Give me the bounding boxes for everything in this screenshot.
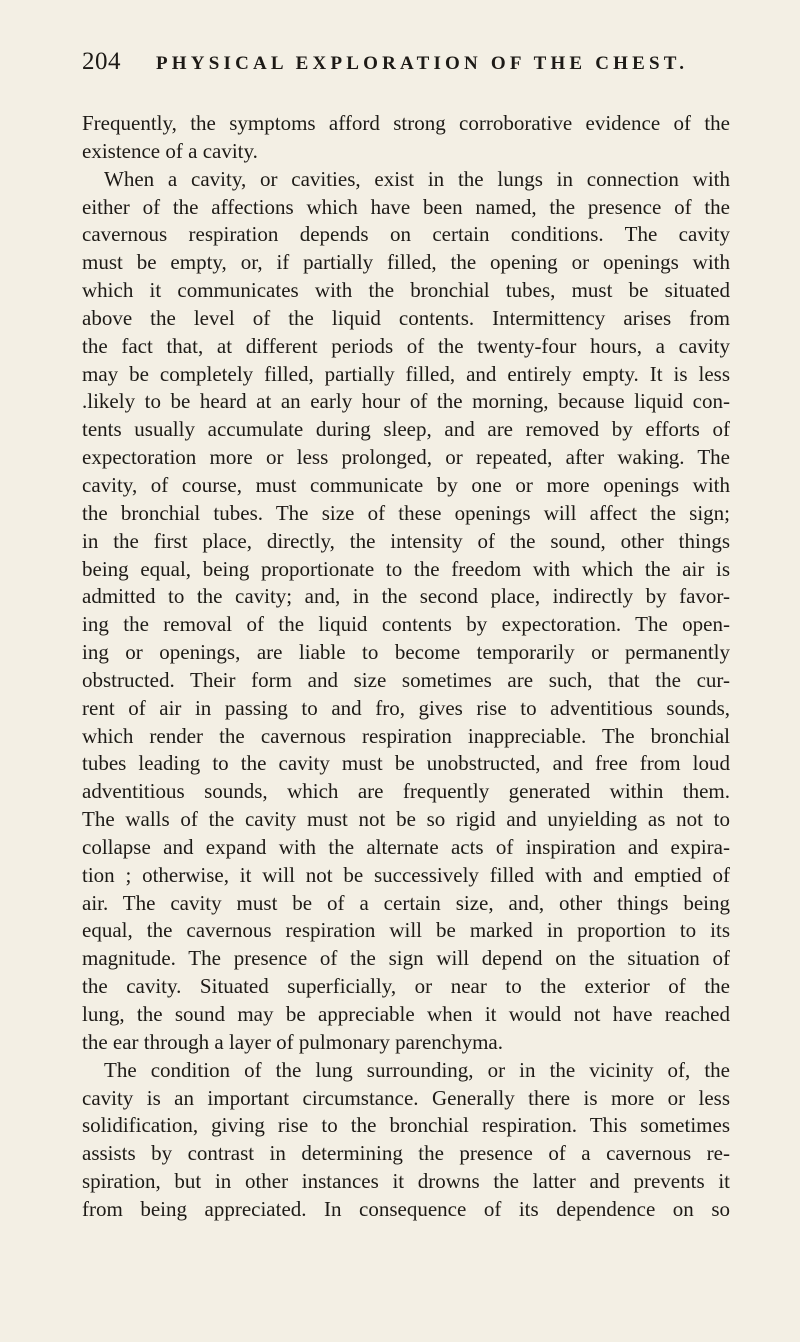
text-line: the fact that, at different periods of the twenty-four hours, a cavity xyxy=(82,333,730,358)
text-line: which it communicates with the bronchial tubes, must be situated xyxy=(82,278,730,303)
text-line: assists by contrast in determining the presence of a cavernous re- xyxy=(82,1141,730,1166)
text-line: the bronchial tubes. The size of these openings will affect the sign; xyxy=(82,500,730,525)
text-line: existence of a cavity. xyxy=(82,138,258,163)
text-line: Frequently, the symptoms afford strong corroborative evidence of the xyxy=(82,111,730,135)
text-line: may be completely filled, partially filled, and entirely empty. It is less xyxy=(82,361,730,386)
body-text xyxy=(82,110,730,1224)
text-line: lung, the sound may be appreciable when it would not have reached xyxy=(82,1002,730,1026)
text-line: tubes leading to the cavity must be unobstructed, and free from loud xyxy=(82,751,730,776)
text-line: adventitious sounds, which are frequently generated within them. xyxy=(82,779,730,804)
text-line: equal, the cavernous respiration will be marked in proportion to its xyxy=(82,918,730,943)
text-line: cavity, of course, must communicate by one or more openings with xyxy=(82,472,730,497)
text-line: from being appreciated. In consequence of its dependence on so xyxy=(82,1196,730,1221)
text-line: the cavity. Situated superficially, or near to the exterior of the xyxy=(82,974,730,999)
text-line: admitted to the cavity; and, in the second place, indirectly by favor- xyxy=(82,584,730,609)
text-line: magnitude. The presence of the sign will depend on the situation of xyxy=(82,946,730,971)
running-title: PHYSICAL EXPLORATION OF THE CHEST. xyxy=(156,53,689,74)
text-line: ing or openings, are liable to become temporarily or permanently xyxy=(82,640,730,665)
text-line: above the level of the liquid contents. Intermittency arises from xyxy=(82,305,730,330)
text-line: tion ; otherwise, it will not be successively filled with and emptied of xyxy=(82,862,730,887)
text-line: When a cavity, or cavities, exist in the lungs in connection with xyxy=(104,166,730,191)
text-line: The condition of the lung surrounding, or in the vicinity of, the xyxy=(104,1057,730,1082)
text-line: tents usually accumulate during sleep, and are removed by efforts of xyxy=(82,417,730,442)
text-line: The walls of the cavity must not be so rigid and unyielding as not to xyxy=(82,807,730,832)
text-line: air. The cavity must be of a certain size, and, other things being xyxy=(82,890,730,915)
text-line: expectoration more or less prolonged, or repeated, after waking. The xyxy=(82,445,730,470)
text-line: which render the cavernous respiration inappreciable. The bronchial xyxy=(82,723,730,748)
text-line: collapse and expand with the alternate acts of inspiration and expira- xyxy=(82,834,730,859)
text-line: being equal, being proportionate to the freedom with which the air is xyxy=(82,556,730,581)
running-head xyxy=(82,48,730,84)
text-line: must be empty, or, if partially filled, the opening or openings with xyxy=(82,250,730,275)
text-line: ing the removal of the liquid contents by expectoration. The open- xyxy=(82,612,730,637)
text-line: cavity is an important circumstance. Generally there is more or less xyxy=(82,1085,730,1110)
text-line: obstructed. Their form and size sometimes are such, that the cur- xyxy=(82,667,730,692)
text-line: either of the affections which have been named, the presence of the xyxy=(82,194,730,219)
page-number: 204 xyxy=(82,48,121,75)
text-line: solidification, giving rise to the bronchial respiration. This sometimes xyxy=(82,1113,730,1138)
text-line: in the first place, directly, the intensity of the sound, other things xyxy=(82,528,730,553)
text-line: spiration, but in other instances it drowns the latter and prevents it xyxy=(82,1169,730,1194)
text-line: rent of air in passing to and fro, gives rise to adventitious sounds, xyxy=(82,695,730,720)
text-line: cavernous respiration depends on certain conditions. The cavity xyxy=(82,222,730,247)
text-line: .likely to be heard at an early hour of the morning, because liquid con- xyxy=(82,389,730,414)
text-line: the ear through a layer of pulmonary parenchyma. xyxy=(82,1029,503,1054)
